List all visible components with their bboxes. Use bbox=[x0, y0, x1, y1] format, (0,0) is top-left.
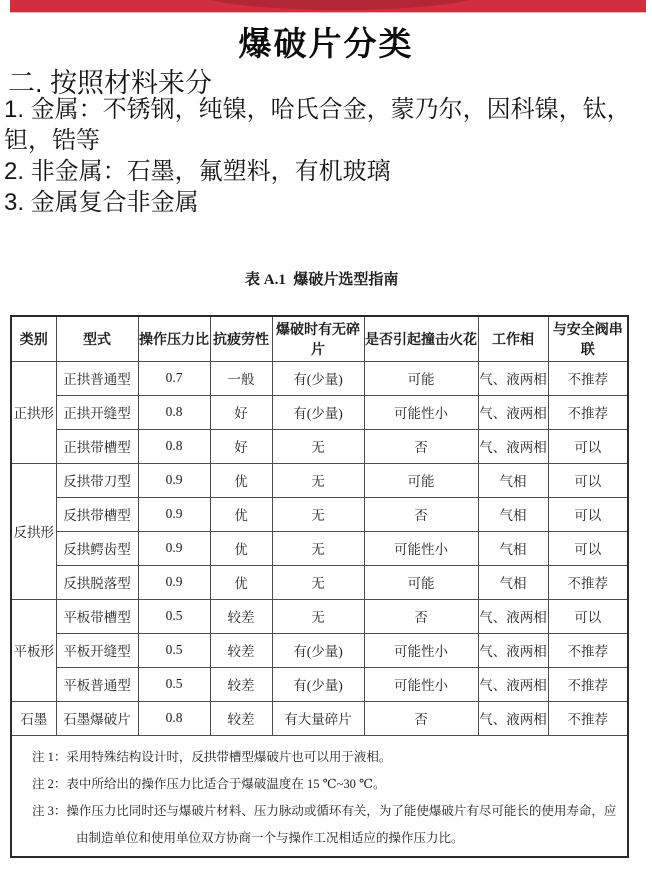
cell-category: 反拱形 bbox=[11, 463, 56, 599]
cell-type: 反拱带槽型 bbox=[56, 497, 138, 531]
table-row bbox=[11, 599, 628, 633]
cell-fragments: 无 bbox=[272, 565, 364, 599]
header-cell-fragments: 爆破时有无碎片 bbox=[272, 316, 364, 361]
cell-spark: 可能性小 bbox=[364, 667, 478, 701]
cell-safety-valve: 不推荐 bbox=[548, 633, 628, 667]
table-row bbox=[11, 701, 628, 735]
cell-type: 平板开缝型 bbox=[56, 633, 138, 667]
cell-pressure-ratio: 0.9 bbox=[138, 565, 210, 599]
cell-spark: 否 bbox=[364, 599, 478, 633]
cell-type: 正拱开缝型 bbox=[56, 395, 138, 429]
top-banner bbox=[10, 0, 646, 13]
cell-fragments: 无 bbox=[272, 599, 364, 633]
cell-type: 平板带槽型 bbox=[56, 599, 138, 633]
cell-pressure-ratio: 0.9 bbox=[138, 531, 210, 565]
header-cell-phase: 工作相 bbox=[478, 316, 548, 361]
cell-safety-valve: 不推荐 bbox=[548, 701, 628, 735]
cell-category: 正拱形 bbox=[11, 361, 56, 463]
page-title: 爆破片分类 bbox=[238, 25, 414, 62]
cell-pressure-ratio: 0.9 bbox=[138, 463, 210, 497]
cell-phase: 气、液两相 bbox=[478, 429, 548, 463]
section-heading: 二. 按照材料来分 bbox=[8, 68, 213, 98]
list-item-composite: 3. 金属复合非金属 bbox=[4, 189, 199, 216]
cell-type: 平板普通型 bbox=[56, 667, 138, 701]
cell-fragments: 有大量碎片 bbox=[272, 701, 364, 735]
cell-fatigue: 优 bbox=[210, 497, 272, 531]
header-cell-type: 型式 bbox=[56, 316, 138, 361]
cell-fragments: 无 bbox=[272, 531, 364, 565]
cell-fatigue: 较差 bbox=[210, 633, 272, 667]
cell-spark: 否 bbox=[364, 701, 478, 735]
header-cell-category: 类别 bbox=[11, 316, 56, 361]
cell-phase: 气、液两相 bbox=[478, 633, 548, 667]
cell-fragments: 有(少量) bbox=[272, 361, 364, 395]
cell-safety-valve: 可以 bbox=[548, 531, 628, 565]
cell-safety-valve: 不推荐 bbox=[548, 667, 628, 701]
table-row bbox=[11, 633, 628, 667]
cell-phase: 气相 bbox=[478, 463, 548, 497]
table-note: 注 1：采用特殊结构设计时，反拱带槽型爆破片也可以用于液相。 bbox=[32, 749, 392, 764]
header-cell-safety-valve: 与安全阀串联 bbox=[548, 316, 628, 361]
cell-pressure-ratio: 0.8 bbox=[138, 395, 210, 429]
header-cell-spark: 是否引起撞击火花 bbox=[364, 316, 478, 361]
cell-phase: 气相 bbox=[478, 565, 548, 599]
cell-spark: 可能 bbox=[364, 361, 478, 395]
cell-pressure-ratio: 0.8 bbox=[138, 701, 210, 735]
cell-type: 正拱普通型 bbox=[56, 361, 138, 395]
cell-pressure-ratio: 0.5 bbox=[138, 633, 210, 667]
cell-fatigue: 较差 bbox=[210, 701, 272, 735]
cell-safety-valve: 可以 bbox=[548, 497, 628, 531]
cell-fatigue: 较差 bbox=[210, 599, 272, 633]
cell-pressure-ratio: 0.5 bbox=[138, 599, 210, 633]
cell-spark: 可能性小 bbox=[364, 531, 478, 565]
cell-spark: 可能性小 bbox=[364, 395, 478, 429]
header-cell-fatigue: 抗疲劳性 bbox=[210, 316, 272, 361]
table-row bbox=[11, 497, 628, 531]
cell-pressure-ratio: 0.9 bbox=[138, 497, 210, 531]
cell-phase: 气、液两相 bbox=[478, 395, 548, 429]
table-notes-row bbox=[11, 735, 628, 857]
cell-fragments: 无 bbox=[272, 429, 364, 463]
cell-fragments: 无 bbox=[272, 497, 364, 531]
table-note: 注 2：表中所给出的操作压力比适合于爆破温度在 15 ℃~30 ℃。 bbox=[32, 776, 386, 791]
cell-fatigue: 一般 bbox=[210, 361, 272, 395]
cell-fatigue: 优 bbox=[210, 463, 272, 497]
material-list bbox=[4, 94, 650, 218]
cell-spark: 否 bbox=[364, 429, 478, 463]
cell-fragments: 有(少量) bbox=[272, 667, 364, 701]
cell-safety-valve: 可以 bbox=[548, 429, 628, 463]
list-item-metal: 1. 金属：不锈钢，纯镍，哈氏合金，蒙乃尔，因科镍，钛，钽，锆等 bbox=[4, 96, 631, 154]
table-row bbox=[11, 565, 628, 599]
cell-phase: 气相 bbox=[478, 497, 548, 531]
selection-guide-table bbox=[10, 315, 629, 858]
cell-safety-valve: 可以 bbox=[548, 463, 628, 497]
cell-category: 石墨 bbox=[11, 701, 56, 735]
cell-safety-valve: 不推荐 bbox=[548, 361, 628, 395]
cell-pressure-ratio: 0.5 bbox=[138, 667, 210, 701]
header-cell-pressure-ratio: 操作压力比 bbox=[138, 316, 210, 361]
cell-spark: 可能性小 bbox=[364, 633, 478, 667]
cell-phase: 气、液两相 bbox=[478, 701, 548, 735]
table-row bbox=[11, 463, 628, 497]
table-row bbox=[11, 667, 628, 701]
cell-fragments: 无 bbox=[272, 463, 364, 497]
table-row bbox=[11, 395, 628, 429]
table-row bbox=[11, 531, 628, 565]
cell-category: 平板形 bbox=[11, 599, 56, 701]
cell-safety-valve: 不推荐 bbox=[548, 565, 628, 599]
cell-type: 反拱带刀型 bbox=[56, 463, 138, 497]
cell-fatigue: 较差 bbox=[210, 667, 272, 701]
cell-phase: 气、液两相 bbox=[478, 361, 548, 395]
banner-arc-decoration bbox=[190, 0, 490, 10]
table-row bbox=[11, 429, 628, 463]
cell-type: 反拱脱落型 bbox=[56, 565, 138, 599]
cell-fatigue: 好 bbox=[210, 395, 272, 429]
cell-fatigue: 优 bbox=[210, 565, 272, 599]
table-header-row bbox=[11, 316, 628, 361]
cell-pressure-ratio: 0.7 bbox=[138, 361, 210, 395]
cell-fatigue: 好 bbox=[210, 429, 272, 463]
cell-pressure-ratio: 0.8 bbox=[138, 429, 210, 463]
table-caption: 表 A.1 爆破片选型指南 bbox=[245, 272, 399, 288]
table-note: 注 3：操作压力比同时还与爆破片材料、压力脉动或循环有关，为了能使爆破片有尽可能长的使用寿命，应由制造单位和使用单位双方协商一个与操作工况相适应的操作压力比。 bbox=[32, 803, 617, 845]
cell-phase: 气相 bbox=[478, 531, 548, 565]
list-item-nonmetal: 2. 非金属：石墨，氟塑料，有机玻璃 bbox=[4, 158, 391, 185]
cell-spark: 否 bbox=[364, 497, 478, 531]
cell-type: 正拱带槽型 bbox=[56, 429, 138, 463]
cell-spark: 可能 bbox=[364, 463, 478, 497]
table-row bbox=[11, 361, 628, 395]
cell-spark: 可能 bbox=[364, 565, 478, 599]
cell-safety-valve: 不推荐 bbox=[548, 395, 628, 429]
cell-fatigue: 优 bbox=[210, 531, 272, 565]
cell-fragments: 有(少量) bbox=[272, 633, 364, 667]
cell-safety-valve: 可以 bbox=[548, 599, 628, 633]
cell-phase: 气、液两相 bbox=[478, 599, 548, 633]
cell-type: 反拱鳄齿型 bbox=[56, 531, 138, 565]
notes-cell bbox=[11, 735, 628, 857]
cell-fragments: 有(少量) bbox=[272, 395, 364, 429]
cell-phase: 气、液两相 bbox=[478, 667, 548, 701]
cell-type: 石墨爆破片 bbox=[56, 701, 138, 735]
